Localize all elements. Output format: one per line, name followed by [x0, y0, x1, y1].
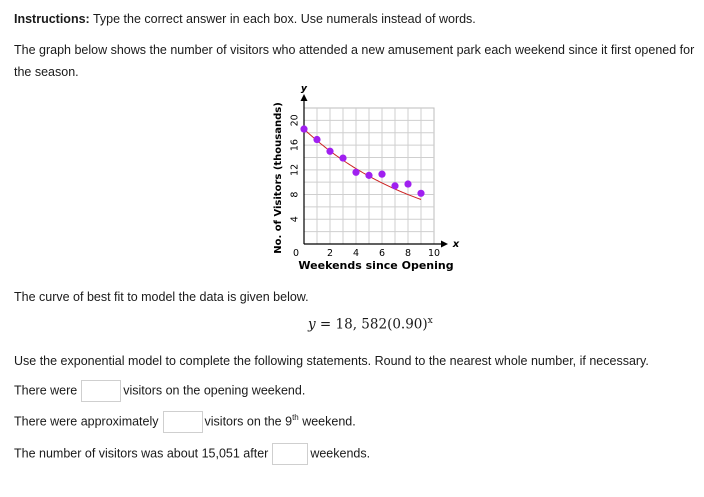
data-point — [417, 190, 424, 197]
statement-2-ordinal: th — [292, 413, 299, 423]
statement-2 — [14, 411, 356, 433]
y-tick-label: 8 — [289, 191, 301, 198]
x-axis-title: Weekends since Opening — [298, 259, 454, 272]
y-axis-arrow — [301, 94, 308, 101]
instructions — [14, 12, 476, 26]
x-tick-label: 6 — [378, 248, 386, 259]
statement-3 — [14, 443, 370, 465]
statement-1 — [14, 380, 305, 402]
formula-lhs: y — [308, 316, 316, 333]
x-tick-label: 2 — [326, 248, 334, 259]
statement-1-before: There were — [14, 383, 78, 398]
y-axis-letter: y — [300, 86, 308, 94]
origin-label: 0 — [292, 248, 300, 259]
statement-2-after-b: weekend. — [298, 414, 356, 429]
answer-1-input[interactable] — [81, 380, 121, 402]
data-point — [300, 125, 307, 132]
data-point — [404, 180, 411, 187]
statement-3-before: The number of visitors was about 15,051 after — [14, 446, 269, 461]
y-tick-label: 12 — [289, 163, 301, 176]
instructions-text: Type the correct answer in each box. Use numerals instead of words. — [89, 12, 476, 26]
y-tick-label: 4 — [289, 216, 301, 223]
x-axis-letter: x — [452, 239, 460, 250]
model-formula — [308, 316, 433, 333]
data-point — [391, 182, 398, 189]
data-point — [378, 171, 385, 178]
answer-2-input[interactable] — [163, 411, 203, 433]
instructions-label: Instructions: — [14, 12, 90, 26]
x-tick-label: 10 — [427, 248, 441, 259]
x-axis-arrow — [441, 241, 448, 248]
data-point — [352, 169, 359, 176]
y-axis-title: No. of Visitors (thousands) — [273, 102, 284, 254]
y-tick-label: 16 — [289, 139, 301, 152]
formula-exponent: x — [427, 316, 433, 326]
x-tick-label: 8 — [404, 248, 412, 259]
answer-3-input[interactable] — [272, 443, 308, 465]
y-tick-label: 20 — [289, 114, 301, 127]
data-point — [326, 148, 333, 155]
statement-2-before: There were approximately — [14, 414, 159, 429]
data-point — [313, 136, 320, 143]
intro-text: The graph below shows the number of visitors who attended a new amusement park each weekend since it first opened for the season. — [14, 43, 695, 79]
formula-equals: = — [315, 316, 336, 333]
statement-1-after: visitors on the opening weekend. — [123, 383, 306, 398]
directions-text: Use the exponential model to complete the following statements. Round to the nearest whole number, if necessary. — [14, 354, 649, 368]
x-tick-label: 4 — [352, 248, 360, 259]
data-point — [339, 154, 346, 161]
curve-intro-text: The curve of best fit to model the data is given below. — [14, 290, 309, 304]
scatter-chart — [268, 86, 468, 278]
statement-3-after: weekends. — [310, 446, 371, 461]
formula-rhs: 18, 582(0.90) — [335, 316, 428, 333]
data-point — [365, 172, 372, 179]
statement-2-after: visitors on the 9 — [204, 414, 293, 429]
